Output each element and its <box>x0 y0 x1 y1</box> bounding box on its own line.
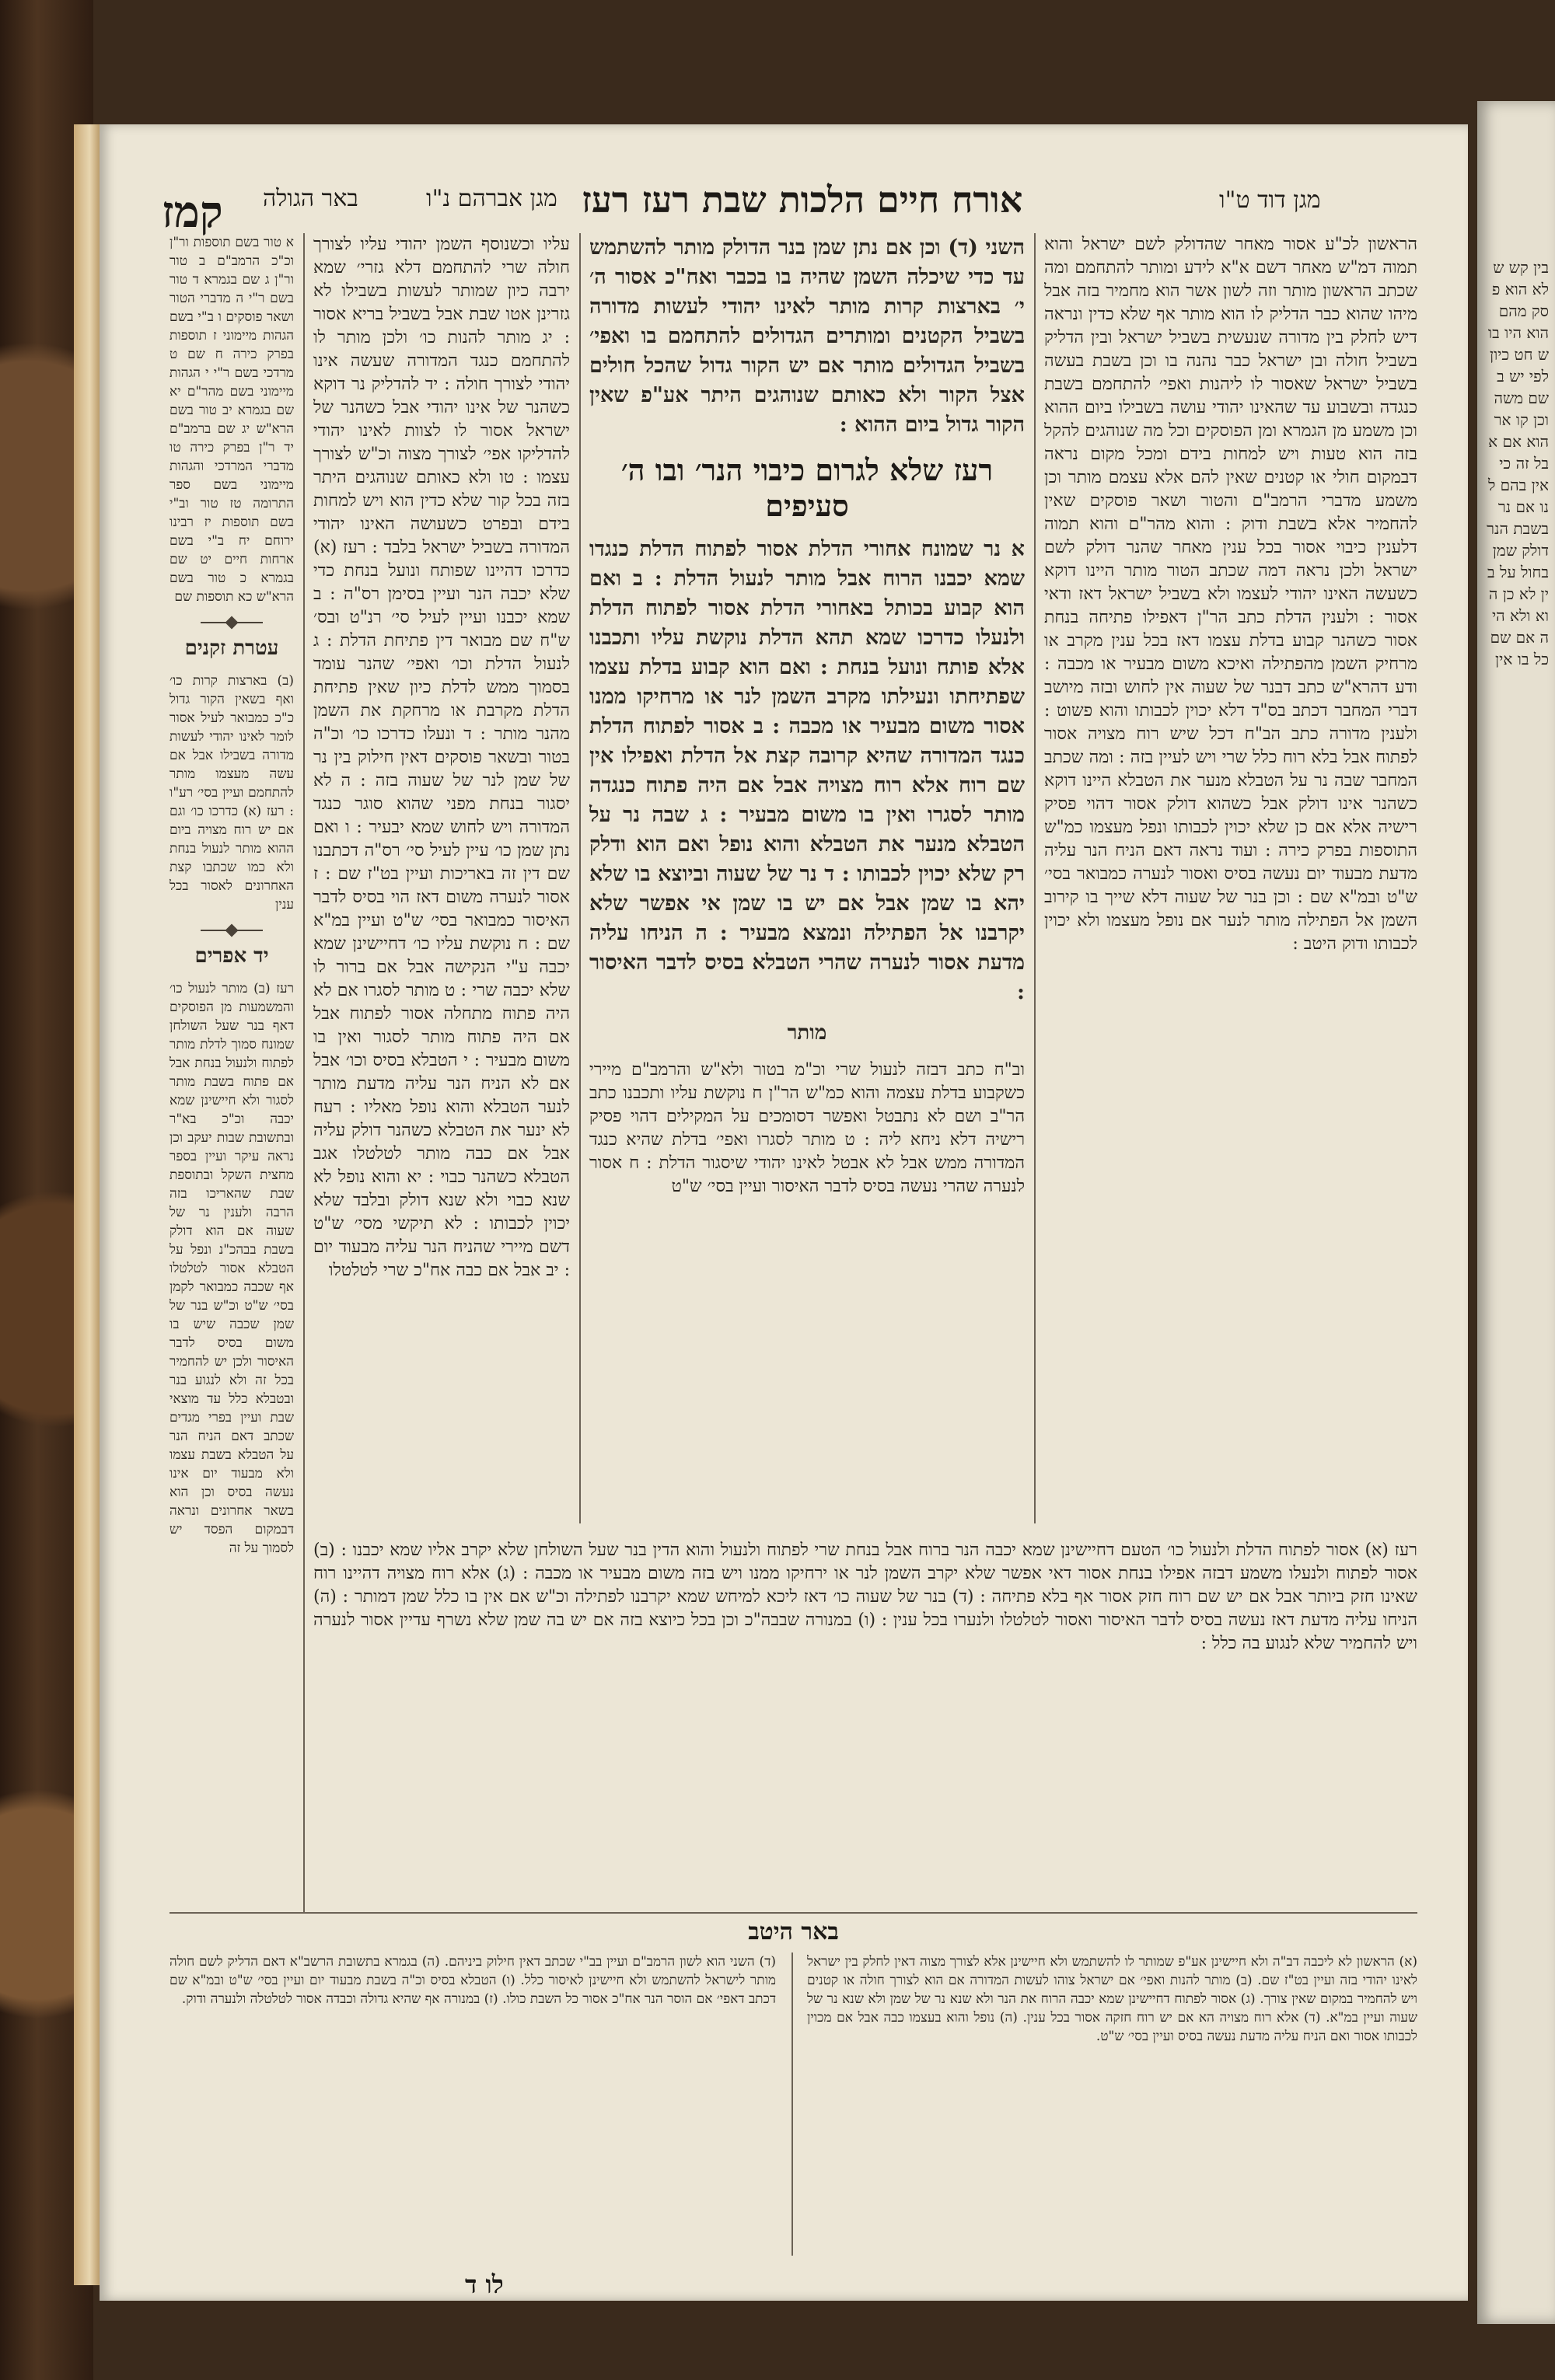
lower-wide-column <box>313 1539 1417 1897</box>
page-title: אורח חיים הלכות שבת רעז רעז <box>582 179 1023 221</box>
ornament-divider <box>201 622 263 623</box>
page-header <box>100 124 1468 238</box>
beer-hagolah-column <box>169 233 294 1912</box>
catchword: לו ד <box>465 2270 504 2299</box>
magen-avraham-text: עליו וכשנוסף השמן יהודי עליו לצורך חולה שרי להתחמם דלא גזרי׳ שמא ירבה כיון שמותר לעשות בשבילו לא גזרינן אטו שבת אבל בשביל בריא אסור : יג מותר להנות כו׳ ולכן מותר לו להתחמם כנגד המדורה שעשה אינו יהודי לצורך חולה : יד להדליק נר דוקא כשהנר של אינו יהודי אבל כשהנר של ישראל אסור לו לצוות לאינו יהודי להדליקו אפי׳ לצורך מצוה וכ"ש לצורך עצמו : טו ולא כאותם שנוהגים היתר בזה בכל קור שלא כדין הוא ויש למחות בידם ובפרט כשעושה האינו יהודי המדורה בשביל ישראל בלבד : רעז (א) כדרכו דהיינו שפותח ונועל בנחת כדי שלא יכבה הנר ועיין בסימן רס"ה : ב שמא יכבנו ועיין לעיל סי׳ רנ"ט ובס׳ ש"ח שם מבואר דין פתיחת הדלת : ג לנעול הדלת וכו׳ ואפי׳ שהנר עומד בסמוך ממש לדלת כיון שאין פתיחת הדלת מקרבת או מרחקת את השמן מהנר מותר : ד ונעלו כדרכו כו׳ וכ"ה בטור ובשאר פוסקים דאין חילוק בין נר של שמן לנר של שעוה בזה : ה לא יסגור בנחת מפני שהוא סוגר כנגד המדורה ויש לחוש שמא יבעיר : ו ואם נתן שמן כו׳ עיין לעיל סי׳ רס"ה דכתבנו שם דין זה באריכות ועיין בט"ז שם : ז אסור לנערה משום דאז הוי בסיס לדבר האיסור כמבואר בסי׳ ש"ט ועיין במ"א שם : ח נוקשת עליו כו׳ דחיישינן שמא יכבה ע"י הנקישה אבל אם ברור לו שלא יכבה שרי : ט מותר לסגרו אם לא היה פתוח מתחלה אסור לפתוח אבל אם היה פתוח מותר לסגור ואין בו משום מבעיר : י הטבלא בסיס וכו׳ אבל אם לא הניח הנר עליה מדעת מותר לנער הטבלא והוא נופל מאליו : רעח לא ינער את הטבלא כשהנר דולק עליה אבל אם כבה מותר לטלטלו אגב הטבלא כשהנר כבוי : יא והוא נופל לא שנא כבוי ולא שנא דולק ובלבד שלא יכוין לכבותו : לא תיקשי מסי׳ ש"ט דשם מיירי שהניח הנר עליה מבעוד יום : יב אבל אם כבה אח"כ שרי לטלטלו <box>313 235 570 1280</box>
siman-heading: רעז שלא לגרום כיבוי הנר׳ ובו ה׳ סעיפים <box>620 452 994 523</box>
next-page-edge <box>1477 101 1555 2324</box>
label-mutar: מותר <box>787 1021 827 1045</box>
beer-heitev-right-text: (א) הראשון לא ליכבה דב"ה ולא חיישינן אע"פ שמותר לו להשתמש ולא חיישינן אלא לצורך מצוה דאין לחלק בין ישראל לאינו יהודי בזה ועיין בט"ז שם. (ב) מותר להנות ואפי׳ אם ישראל צוהו לעשות המדורה אם הוא לצורך חולה או קטנים ויש להחמיר במקום שאין צורך. (ג) אסור לפתוח דחיישינן שמא יכבה הרוח את הנר ולא שנא נר של שמן ולא שנא נר של שעוה ועיין במ"א. (ד) אלא רוח מצויה הא אם יש רוח חזקה אסור בכל ענין. (ה) נופל והוא בעצמו כבה אבל אם מכוין לכבותו אסור ואם הניח עליה מדעת נעשה בסיס ועיין בסי׳ ש"ט. <box>807 1954 1417 2044</box>
yad-efraim-title: יד אפרים <box>194 944 269 968</box>
main-paragraph-277: א נר שמונח אחורי הדלת אסור לפתוח הדלת כנגדו שמא יכבנו הרוח אבל מותר לנעול הדלת : ב ואם הוא קבוע בכותל באחורי הדלת אסור לפתוח הדלת ולנעלו כדרכו שמא תהא הדלת נוקשת עליו ותכבנו אלא פותח ונועל בנחת : ואם הוא קבוע בדלת עצמו שפתיחתו ונעילתו מקרב השמן לנר או מרחיקו ממנו אסור משום מבעיר או מכבה : ב אסור לפתוח הדלת כנגד המדורה שהיא קרובה קצת אל הדלת ואפילו אין שם רוח אלא רוח מצויה אבל אם היה פתוח כנגדה מותר לסגרו ואין בו משום מבעיר : ג שבה נר על הטבלא מנער את הטבלא והוא נופל ואם הוא ודלק רק שלא יכוין לכבותו : ד נר של שעוה וביוצא בו שלא יהא בו שמן אבל אם יש בו שמן אי אפשר שלא יקרבנו אל הפתילה ונמצא מבעיר : ה הניחו עליה מדעת אסור לנערה שהרי הטבלא בסיס לדבר האיסור : <box>589 537 1025 1004</box>
column-rule <box>1034 233 1036 1523</box>
magen-avraham-column <box>313 233 570 1523</box>
footer-rule <box>169 1912 1417 1914</box>
main-paragraph-bottom: רעז (א) אסור לפתוח הדלת ולנעול כו׳ הטעם דחיישינן שמא יכבה הנר ברוח אבל בנחת שרי לפתוח ולנעול והוא הדין בנר שעל השולחן שלא יקרב אליו שמא יכבנו : (ב) אסור לפתוח ולנעלו משמע דבזה אפילו בנחת אסור דאי אפשר שלא יקרב השמן לנר או ירחיקו ממנו ויש בזה משום מבעיר או מכבה : (ג) אלא רוח מצויה דהיינו רוח שאינו חזק ביותר אבל אם יש שם רוח חזק אסור אף בלא פתיחה : (ד) בנר של שעוה כו׳ דאז ליכא למיחש שמא יקרבנו לפתילה וכ"ש אם אין בו כלל שמן דמותר : (ה) הניחו עליה מדעת דאז נעשה בסיס לדבר האיסור ואסור לטלטלו ולנערו בכל ענין : (ו) במנורה שבבה"כ וכן בכל כיוצא בזה אם יש בה שמן שלא נשרף עדיין אסור לנערה ויש להחמיר שלא לנגוע בה כלל : <box>313 1541 1417 1653</box>
next-page-text: בין קש שלא הוא פסק מהם הוא היו בוש חט כיון לפי יש בשם משה וכן קו אר הוא אם אבל זה כי אין בהם לנו אם נר בשבת הנר דולק שמן בחול על בין לא כן הוא ולא היה אם שם כל בו אין <box>1487 258 1549 668</box>
main-paragraph-top: השני (ד) וכן אם נתן שמן בנר הדולק מותר להשתמש עד כדי שיכלה השמן שהיה בו בכבר ואח"כ אסור ה׳ י׳ בארצות קרות מותר לאינו יהודי לעשות מדורה בשביל הקטנים ומותרים הגדולים להתחמם בו ואפי׳ בשביל הגדולים מותר אם יש הקור גדול שהכל חולים אצל הקור ולא כאותם שנוהגים היתר אע"פ שאין הקור גדול ביום ההוא : <box>589 236 1025 437</box>
column-rule <box>579 233 581 1523</box>
header-magen-david: מגן דוד ט"ו <box>1219 187 1321 214</box>
beer-heitev-heading <box>169 1918 1417 1949</box>
main-paragraph-lower: וב"ח כתב דבזה לנעול שרי וכ"מ בטור ולא"ש והרמב"ם מיירי כשקבוע בדלת עצמה והוא כמ"ש הר"ן ח נוקשת עליו ותכבנו כתב הר"ב ושם לא נתבטל ואפשר דסומכים על המקילים דהוי פסיק רישיה דלא ניחא ליה : ט מותר לסגרו ואפי׳ בדלת שהיא כנגד המדורה ממש אבל לא אבטל לאינו יהודי שיסגור הדלת : ח אסור לנערה שהרי נעשה בסיס לדבר האיסור ועיין בסי׳ ש"ט <box>589 1060 1025 1196</box>
beer-hagolah-text: א טור בשם תוספות ור"ן וכ"כ הרמב"ם ב טור ור"ן ג שם בגמרא ד טור בשם ר"י ה מדברי הטור ושאר פוסקים ו ב"י בשם הגהות מיימוני ז תוספות בפרק כירה ח שם ט מרדכי בשם ר"י י הגהות מיימוני בשם מהר"ם יא שם בגמרא יב טור בשם הרא"ש יג שם ברמב"ם יד ר"ן בפרק כירה טו מדברי המרדכי והגהות מיימוני בשם ספר התרומה טז טור וב"י בשם תוספות יז רבינו ירוחם יח ב"י בשם ארחות חיים יט שם בגמרא כ טור בשם הרא"ש כא תוספות שם <box>169 235 294 605</box>
header-beer-hagolah: באר הגולה <box>263 185 358 212</box>
beer-heitev-left-text: (ד) השני הוא לשון הרמב"ם ועיין בב"י שכתב דאין חילוק ביניהם. (ה) בגמרא בתשובת הרשב"א דאם הדליק לשם חולה מותר לישראל להשתמש ולא חיישינן לאיסור כלל. (ו) הטבלא בסיס וכ"ה בשבת מבעוד יום ועיין בסי׳ ש"ט ובמ"א שם דכתב דאפי׳ אם הוסר הנר אח"כ אסור כל השבת כולו. (ז) במנורה אף שהיא גדולה וכבדה אסור לטלטלה ולנערה ודוק. <box>169 1954 776 2007</box>
ornament-divider <box>201 930 263 931</box>
yad-efraim-text: רעז (ב) מותר לנעול כו׳ והמשמעות מן הפוסקים דאף בנר שעל השולחן שמונח סמוך לדלת מותר לפתוח ולנעול בנחת אבל אם פתוח בשבת מותר לסגור ולא חיישינן שמא יכבה וכ"כ בא"ר ובתשובת שבות יעקב וכן נראה עיקר ועיין בספר מחצית השקל ובתוספת שבת שהאריכו בזה הרבה ולענין נר של שעוה אם הוא דולק בשבת בבהכ"נ ונפל על הטבלא אסור לטלטלו אף שכבה כמבואר לקמן בסי׳ ש"ט וכ"ש בנר של שמן שכבה שיש בו משום בסיס לדבר האיסור ולכן יש להחמיר בכל זה ולא לנגוע בנר ובטבלא כלל עד מוצאי שבת ועיין בפרי מגדים שכתב דאם הניח הנר על הטבלא בשבת עצמו ולא מבעוד יום אינו נעשה בסיס וכן הוא בשאר אחרונים ונראה דבמקום הפסד יש לסמוך על זה <box>169 981 294 1556</box>
main-text-column <box>589 233 1025 1523</box>
header-magen-avraham: מגן אברהם נ"ו <box>426 185 557 212</box>
book-page <box>100 124 1468 2301</box>
beer-heitev-title: באר היטב <box>748 1918 839 1946</box>
beer-heitev-right <box>807 1953 1417 2263</box>
column-rule <box>303 233 305 1912</box>
column-rule <box>791 1953 793 2256</box>
page-edge <box>74 124 100 2285</box>
page-number: קמז <box>162 187 223 238</box>
ateret-zkenim-title: עטרת זקנים <box>184 637 279 660</box>
beer-heitev-left <box>169 1953 776 2263</box>
ateret-zkenim-text: (ב) בארצות קרות כו׳ ואף בשאין הקור גדול כ"כ כמבואר לעיל אסור לומר לאינו יהודי לעשות מדורה בשבילו אבל אם עשה מעצמו מותר להתחמם ועיין בסי׳ רע"ו : רעז (א) כדרכו כו׳ וגם אם יש רוח מצויה ביום ההוא מותר לנעול בנחת ולא כמו שכתבו קצת האחרונים לאסור בכל ענין <box>169 673 294 913</box>
magen-david-text: הראשון לכ"ע אסור מאחר שהדולק לשם ישראל והוא תמוה דמ"ש מאחר דשם א"א לידע ומותר להתחמם ומה שכתב הראשון מותר וזה לשון אשר הוא מחמיר בזה אבל מיהו שהוא כבר הדליק לו הוא מותר אף שלא כדין ונראה דיש לחלק בין מדורה שנעשית בשביל ישראל ובין הדליק בשביל חולה ובן ישראל כבר נהנה בו וכן בשבת בעשה בשביל ישראל שאסור לו ליהנות ואפי׳ להתחמם בשבת כנגדה ובשבוע עד שהאינו יהודי עושה בשבילו ביום ההוא וכן משמע מן הגמרא ומן הפוסקים וכל מה שנוהגים להקל בזה הוא טעות ויש למחות בידם ומכל מקום נראה דבמקום חולי או קטנים שאין להם אלא עצמם מותר וכן משמע מדברי הרמב"ם והטור ושאר פוסקים שאין להחמיר אלא בשבת ודוק : והוא מהר"ם והוא תמוה דלענין כיבוי אסור בכל ענין מאחר שהנר דולק לשם ישראל ולכן נראה דמה שכתב הטור מותר היינו דוקא כשעשה האינו יהודי לעצמו ולא בשביל ישראל דאז ודאי אסור : ולענין הדלת כתב הר"ן דאפילו פתיחה בנחת אסור כשהנר קבוע בדלת עצמו דאז בכל ענין מקרב או מרחיק השמן מהפתילה ואיכא משום מבעיר או מכבה : ודע דהרא"ש כתב דבנר של שעוה אין לחוש ובזה מיושב דברי המחבר דכתב בס"ד דלא יכוין לכבותו והוא פשוט : ולענין מדורה כתב הב"ח דכל שיש רוח מצויה אסור לפתוח אבל בלא רוח כלל שרי ויש לעיין בזה : ומה שכתב המחבר שבה נר על הטבלא מנער את הטבלא היינו דוקא כשהנר אינו דולק אבל כשהוא דולק אסור דהוי פסיק רישיה אלא אם כן שלא יכוין לכבותו ונפל מעצמו כמ"ש התוספות בפרק כירה : ועוד נראה דאם הניח הנר עליה מדעת מבעוד יום נעשה בסיס ואסור לנערה כמבואר בסי׳ ש"ט ובמ"א שם : וכן בנר של שעוה דלא שייך בו קירוב השמן אל הפתילה מותר לנער אם נופל מעצמו ולא יכוין לכבותו ודוק היטב : <box>1044 235 1417 954</box>
magen-david-column <box>1044 233 1417 1523</box>
